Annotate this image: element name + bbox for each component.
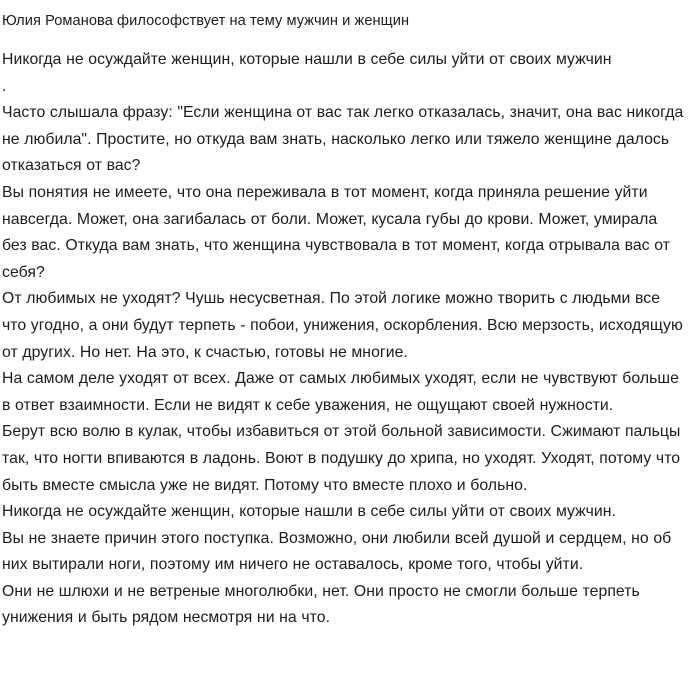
paragraph: Часто слышала фразу: "Если женщина от вас так легко отказалась, значит, она вас никогда не любила". Простите, но откуда вам знать, насколько легко или тяжело женщине далось отказаться от вас? [2, 104, 688, 175]
paragraph: Они не шлюхи и не ветреные многолюбки, нет. Они просто не смогли больше терпеть унижения и быть рядом несмотря ни на что. [2, 582, 645, 627]
paragraph: Вы не знаете причин этого поступка. Возможно, они любили всей душой и сердцем, но об них вытирали ноги, поэтому им ничего не оставалось, кроме того, чтобы уйти. [2, 529, 676, 574]
paragraph: От любимых не уходят? Чушь несусветная. По этой логике можно творить с людьми все что угодно, а они будут терпеть - побои, унижения, оскорбления. Всю мерзость, исходящую от других. Но нет. На это, к счастью, готовы не многие. [2, 290, 688, 361]
paragraph: На самом деле уходят от всех. Даже от самых любимых уходят, если не чувствуют больше в ответ взаимности. Если не видят к себе уважения, не ощущают своей нужности. [2, 370, 684, 414]
paragraph: Никогда не осуждайте женщин, которые нашли в себе силы уйти от своих мужчин. [2, 503, 616, 521]
paragraph: . [2, 77, 7, 95]
paragraph: Никогда не осуждайте женщин, которые нашли в себе силы уйти от своих мужчин [2, 51, 612, 68]
paragraph: Вы понятия не имеете, что она переживала в тот момент, когда приняла решение уйти навсегда. Может, она загибалась от боли. Может, кусала губы до крови. Может, умирала без вас. Откуда вам знать, что женщина чувствовала в тот момент, когда отрывала вас от себя? [2, 183, 675, 281]
paragraph: Берут всю волю в кулак, чтобы избавиться от этой больной зависимости. Сжимают пальцы так, что ногти впиваются в ладонь. Воют в подушку до хрипа, но уходят. Уходят, потому что быть вместе смысла уже не видят. Потому что вместе плохо и больно. [2, 423, 686, 494]
article-body [2, 47, 688, 632]
page-title: Юлия Романова философствует на тему мужчин и женщин [2, 12, 410, 29]
